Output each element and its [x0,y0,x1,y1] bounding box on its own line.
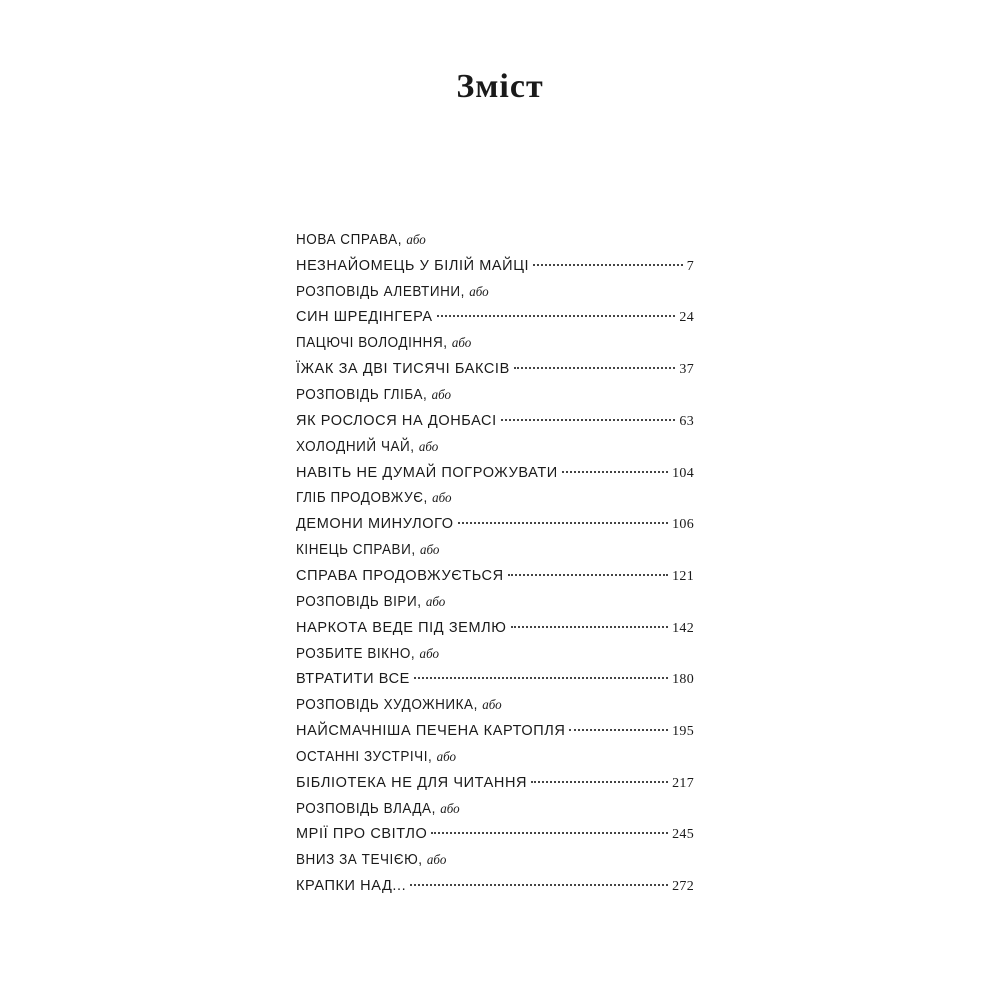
dot-leader [562,471,668,473]
dot-leader [410,884,668,886]
toc-entry-title: ХОЛОДНИЙ ЧАЙ, або [296,438,439,455]
toc-page-number: 272 [672,879,694,895]
table-of-contents [296,228,694,900]
toc-page-number: 63 [679,413,694,429]
dot-leader [437,315,676,317]
toc-entry[interactable] [296,435,694,487]
toc-page-number: 180 [672,672,694,688]
toc-page-number: 104 [672,465,694,481]
toc-entry-title: ГЛІБ ПРОДОВЖУЄ, або [296,490,452,507]
toc-entry[interactable] [296,280,694,332]
toc-entry-subtitle: НАЙСМАЧНІША ПЕЧЕНА КАРТОПЛЯ [296,722,566,739]
dot-leader [533,264,683,266]
toc-entry-subtitle: БІБЛІОТЕКА НЕ ДЛЯ ЧИТАННЯ [296,774,528,791]
toc-entry-title: ОСТАННІ ЗУСТРІЧІ, або [296,748,457,765]
dot-leader [514,367,676,369]
toc-entry-title: РОЗПОВІДЬ ХУДОЖНИКА, або [296,697,502,714]
toc-page-number: 106 [672,517,694,533]
toc-entry-title: РОЗПОВІДЬ ГЛІБА, або [296,387,452,404]
toc-entry-subtitle: ДЕМОНИ МИНУЛОГО [296,516,454,533]
toc-entry-title: РОЗПОВІДЬ ВЛАДА, або [296,800,460,817]
toc-entry[interactable] [296,745,694,797]
toc-entry-subtitle: НЕЗНАЙОМЕЦЬ У БІЛІЙ МАЙЦІ [296,257,530,274]
toc-entry[interactable] [296,383,694,435]
dot-leader [501,419,676,421]
toc-page-number: 245 [672,827,694,843]
toc-entry[interactable] [296,590,694,642]
toc-entry-subtitle: МРІЇ ПРО СВІТЛО [296,826,428,843]
toc-page-number: 7 [686,258,694,274]
toc-entry-subtitle: НАРКОТА ВЕДЕ ПІД ЗЕМЛЮ [296,619,507,636]
toc-entry[interactable] [296,538,694,590]
toc-page-number: 37 [679,362,694,378]
toc-entry[interactable] [296,797,694,849]
toc-entry-title: НОВА СПРАВА, або [296,232,426,248]
toc-entry-title: КІНЕЦЬ СПРАВИ, або [296,542,440,559]
toc-entry-subtitle: КРАПКИ НАД... [296,878,407,895]
toc-entry-title: ПАЦЮЧІ ВОЛОДІННЯ, або [296,335,472,352]
toc-entry-subtitle: НАВІТЬ НЕ ДУМАЙ ПОГРОЖУВАТИ [296,464,558,481]
toc-page-number: 142 [672,620,694,636]
toc-entry[interactable] [296,848,694,900]
toc-entry-subtitle: СПРАВА ПРОДОВЖУЄТЬСЯ [296,567,504,584]
toc-entry-subtitle: СИН ШРЕДІНГЕРА [296,309,433,326]
toc-entry-title: РОЗБИТЕ ВІКНО, або [296,645,439,662]
toc-entry[interactable] [296,486,694,538]
toc-page-number: 24 [679,310,694,326]
dot-leader [569,729,668,731]
toc-entry-subtitle: ЇЖАК ЗА ДВІ ТИСЯЧІ БАКСІВ [296,361,510,378]
dot-leader [431,832,668,834]
dot-leader [414,677,668,679]
dot-leader [511,626,669,628]
toc-entry[interactable] [296,642,694,694]
toc-page-number: 217 [672,775,694,791]
toc-page-number: 121 [672,568,694,584]
toc-page-number: 195 [672,723,694,739]
dot-leader [458,522,669,524]
toc-entry-title: РОЗПОВІДЬ АЛЕВТИНИ, або [296,283,489,300]
toc-entry[interactable] [296,693,694,745]
toc-entry-subtitle: ЯК РОСЛОСЯ НА ДОНБАСІ [296,412,497,429]
page-title: Зміст [456,68,544,105]
dot-leader [508,574,668,576]
dot-leader [531,781,668,783]
toc-entry[interactable] [296,228,694,280]
toc-entry-subtitle: ВТРАТИТИ ВСЕ [296,671,410,688]
toc-entry-title: РОЗПОВІДЬ ВІРИ, або [296,593,446,610]
toc-entry-title: ВНИЗ ЗА ТЕЧІЄЮ, або [296,852,447,869]
toc-entry[interactable] [296,331,694,383]
